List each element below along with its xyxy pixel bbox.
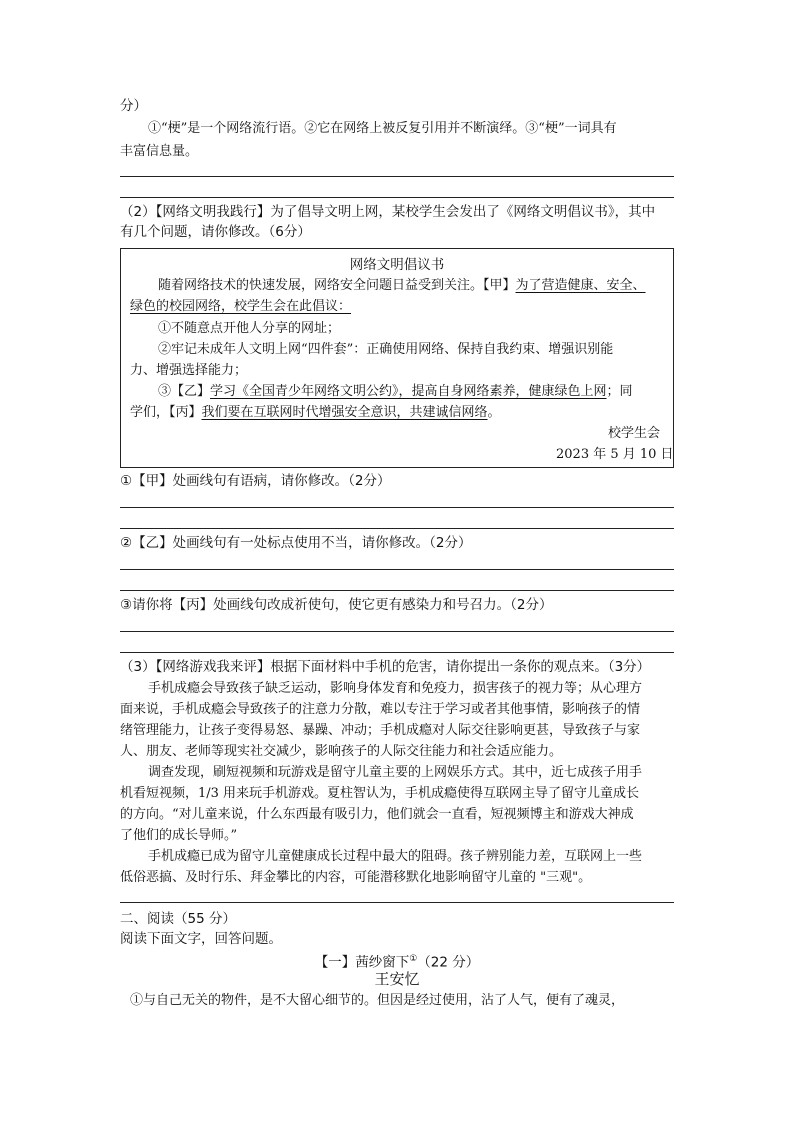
q2-stem: （2）【网络文明我践行】为了倡导文明上网，某校学生会发出了《网络文明倡议书》，其中: [120, 204, 656, 220]
answer-line[interactable]: [120, 176, 674, 177]
q3-material-line: 面来说，手机成瘾会导致孩子的注意力分散，难以专注于学习或者其他事情，影响孩子的情: [120, 702, 641, 717]
answer-line[interactable]: [120, 528, 674, 529]
q3-material-line: 调查发现，刷短视频和玩游戏是留守儿童主要的上网娱乐方式。其中，近七成孩子用手: [148, 765, 643, 780]
article-paragraph-1: ①与自己无关的物件，是不大留心细节的。但因是经过使用，沾了人气，便有了魂灵，: [130, 993, 625, 1008]
proposal-item-2: ②牢记未成年人文明上网“四件套”：正确使用网络、保持自我约束、增强识别能: [158, 342, 614, 357]
prev-question-sentences: ①“梗”是一个网络流行语。②它在网络上被反复引用并不断演绎。③“梗”一词具有: [148, 121, 617, 136]
answer-line[interactable]: [120, 631, 674, 632]
proposal-title: 网络文明倡议书: [349, 257, 445, 273]
article-title: [120, 950, 674, 972]
q3-material-line: 了他们的成长导师。”: [120, 828, 238, 843]
q3-stem: （3）【网络游戏我来评】根据下面材料中手机的危害，请你提出一条你的观点来。（3分）: [120, 659, 651, 675]
answer-line[interactable]: [120, 652, 674, 653]
q3-material-line: 机看短视频，1/3 用来玩手机游戏。夏柱智认为，手机成瘾使得互联网主导了留守儿童成长: [120, 786, 640, 801]
underlined-sentence-jia: 为了营造健康、安全、: [515, 278, 646, 293]
q3-material-line: 的方向。“对儿童来说，什么东西最有吸引力，他们就会一直看，短视频博主和游戏大神成: [120, 807, 634, 822]
section-heading: 二、阅读（55 分）: [120, 911, 236, 927]
proposal-text: 。: [487, 405, 501, 420]
answer-line[interactable]: [120, 590, 674, 591]
answer-line[interactable]: [120, 902, 674, 903]
proposal-date: 2023 年 5 月 10 日: [556, 447, 674, 462]
article-score: （22 分）: [417, 954, 480, 971]
proposal-item-2-cont: 力、增强选择能力；: [130, 363, 248, 378]
q3-material-line: 人、朋友、老师等现实社交减少，影响孩子的人际交往能力和社会适应能力。: [120, 744, 563, 759]
article-author: 王安忆: [374, 970, 420, 988]
proposal-text: ③【乙】: [158, 384, 211, 399]
proposal-text: 学们，【丙】: [130, 405, 202, 420]
underlined-sentence-yi: 学习《全国青少年网络文明公约》，提高自身网络素养，健康绿色上网: [210, 384, 607, 399]
proposal-item-3: [158, 383, 633, 401]
q3-material-line: 手机成瘾会导致孩子缺乏运动，影响身体发育和免疫力，损害孩子的视力等；从心理方: [148, 681, 643, 696]
proposal-item-3-cont: [130, 404, 501, 422]
sub-question-3: ③请你将【丙】处画线句改成祈使句，使它更有感染力和号召力。（2分）: [120, 597, 553, 613]
q3-material-line: 低俗恶搞、及时行乐、拜金攀比的内容，可能潜移默化地影响留守儿童的 "三观"。: [120, 870, 592, 885]
proposal-paragraph-1: [158, 277, 646, 295]
answer-line[interactable]: [120, 197, 674, 198]
proposal-signature: 校学生会: [608, 426, 661, 441]
q3-material-line: 绪管理能力，让孩子变得易怒、暴躁、冲动；手机成瘾对人际交往影响更甚，导致孩子与家: [120, 723, 641, 738]
footnote-marker: ①: [409, 954, 418, 964]
q3-material-line: 手机成瘾已成为留守儿童健康成长过程中最大的阻碍。孩子辨别能力差，互联网上一些: [148, 849, 643, 864]
section-instruction: 阅读下面文字，回答问题。: [120, 931, 282, 947]
proposal-text: 随着网络技术的快速发展，网络安全问题日益受到关注。【甲】: [158, 278, 516, 293]
underlined-sentence-bing: 我们要在互联网时代增强安全意识，共建诚信网络: [201, 405, 488, 420]
answer-line[interactable]: [120, 569, 674, 570]
proposal-text: ；同: [606, 384, 633, 399]
sub-question-2: ②【乙】处画线句有一处标点使用不当，请你修改。（2分）: [120, 535, 472, 551]
prev-question-tail: 分）: [120, 98, 147, 114]
sub-question-1: ①【甲】处画线句有语病，请你修改。（2分）: [120, 473, 391, 489]
article-title-text: 【一】茜纱窗下: [314, 954, 410, 971]
proposal-item-1: ①不随意点开他人分享的网址；: [158, 321, 341, 336]
answer-line[interactable]: [120, 507, 674, 508]
prev-question-sentences-cont: 丰富信息量。: [120, 144, 199, 159]
underlined-sentence-jia-cont: 绿色的校园网络，校学生会在此倡议：: [130, 299, 352, 314]
q2-stem-cont: 有几个问题，请你修改。（6分）: [120, 224, 311, 240]
